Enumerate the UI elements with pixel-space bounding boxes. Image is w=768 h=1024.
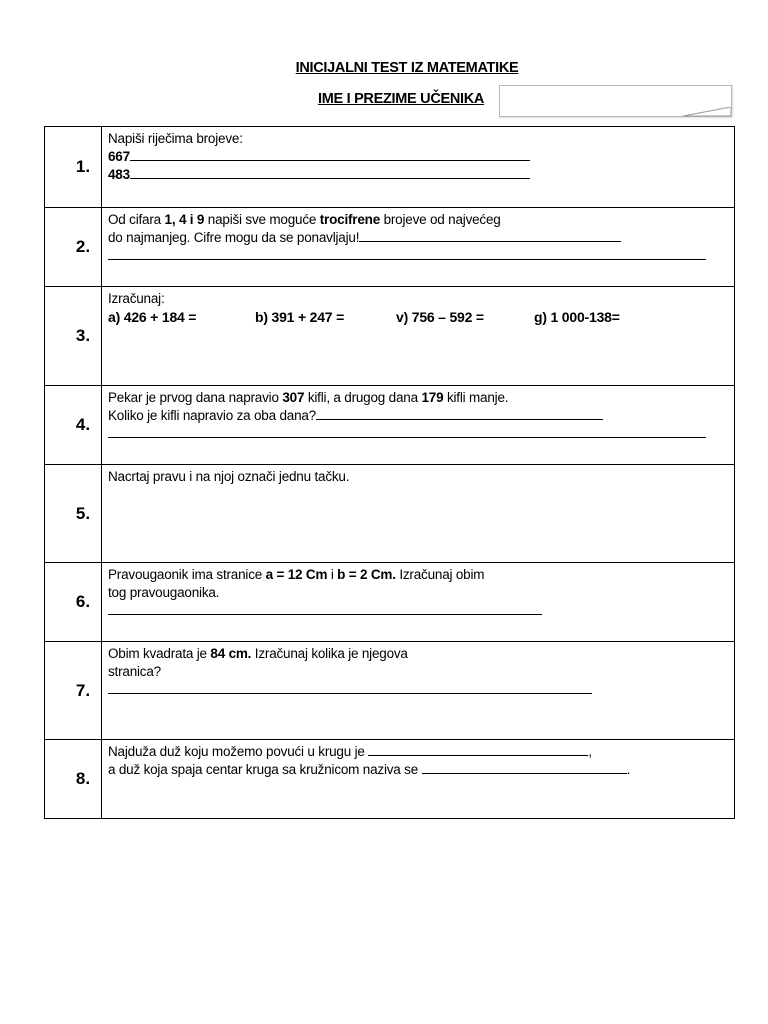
task-content — [102, 287, 735, 386]
task-instruction: Pravougaonik ima stranice a = 12 Cm i b = 2 Cm. Izračunaj obim — [108, 567, 485, 582]
answer-blank[interactable] — [359, 229, 621, 242]
task-number: 7. — [45, 642, 102, 740]
answer-blank[interactable] — [108, 602, 542, 615]
task-content — [102, 740, 735, 819]
student-name-field[interactable] — [499, 85, 732, 117]
task-instruction: do najmanjeg. Cifre mogu da se ponavljaju! — [108, 229, 728, 247]
answer-blank[interactable] — [108, 681, 592, 694]
task-row-3 — [45, 287, 735, 386]
task-content — [102, 208, 735, 287]
expression-g: g) 1 000-138= — [534, 309, 620, 325]
answer-line[interactable] — [108, 148, 728, 166]
task-instruction: Napiši riječima brojeve: — [108, 131, 243, 146]
answer-line[interactable] — [108, 681, 728, 699]
task-row-4 — [45, 386, 735, 465]
expression-b: b) 391 + 247 = — [255, 309, 345, 325]
task-number: 5. — [45, 465, 102, 563]
task-instruction: stranica? — [108, 664, 161, 679]
task-row-6 — [45, 563, 735, 642]
answer-blank[interactable] — [108, 247, 706, 260]
task-instruction: a duž koja spaja centar kruga sa kružnicom naziva se . — [108, 762, 631, 777]
answer-line[interactable] — [108, 247, 728, 265]
task-number: 1. — [45, 127, 102, 208]
task-instruction: Pekar je prvog dana napravio 307 kifli, a drugog dana 179 kifli manje. — [108, 390, 509, 405]
answer-line[interactable] — [108, 425, 728, 443]
answer-blank[interactable] — [316, 407, 603, 420]
answer-blank[interactable] — [108, 425, 706, 438]
task-content — [102, 563, 735, 642]
number-483: 483 — [108, 167, 130, 182]
answer-blank[interactable] — [368, 743, 588, 756]
test-title: INICIJALNI TEST IZ MATEMATIKE — [295, 60, 519, 76]
answer-blank[interactable] — [422, 761, 627, 774]
task-instruction: Izračunaj: — [108, 291, 165, 306]
task-row-5 — [45, 465, 735, 563]
task-row-8 — [45, 740, 735, 819]
student-name-label: IME I PREZIME UČENIKA — [318, 91, 485, 107]
task-instruction: Nacrtaj pravu i na njoj označi jednu tačku. — [108, 469, 350, 484]
task-number: 6. — [45, 563, 102, 642]
task-number: 3. — [45, 287, 102, 386]
task-instruction: tog pravougaonika. — [108, 585, 220, 600]
task-content — [102, 127, 735, 208]
task-instruction: Od cifara 1, 4 i 9 napiši sve moguće trocifrene brojeve od najvećeg — [108, 212, 501, 227]
expression-list — [108, 308, 728, 326]
task-content — [102, 642, 735, 740]
expression-a: a) 426 + 184 = — [108, 309, 197, 325]
task-content — [102, 386, 735, 465]
task-instruction: Obim kvadrata je 84 cm. Izračunaj kolika je njegova — [108, 646, 408, 661]
page-curl-icon — [683, 107, 731, 117]
answer-blank[interactable] — [130, 148, 530, 161]
number-667: 667 — [108, 149, 130, 164]
task-instruction: Najduža duž koju možemo povući u krugu je , — [108, 744, 592, 759]
expression-v: v) 756 – 592 = — [396, 309, 484, 325]
task-instruction: Koliko je kifli napravio za oba dana? — [108, 407, 728, 425]
task-row-1 — [45, 127, 735, 208]
task-table — [44, 126, 735, 819]
task-content — [102, 465, 735, 563]
answer-blank[interactable] — [130, 166, 530, 179]
task-row-7 — [45, 642, 735, 740]
answer-line[interactable] — [108, 602, 728, 620]
task-number: 4. — [45, 386, 102, 465]
task-number: 2. — [45, 208, 102, 287]
task-row-2 — [45, 208, 735, 287]
answer-line[interactable] — [108, 166, 728, 184]
task-number: 8. — [45, 740, 102, 819]
